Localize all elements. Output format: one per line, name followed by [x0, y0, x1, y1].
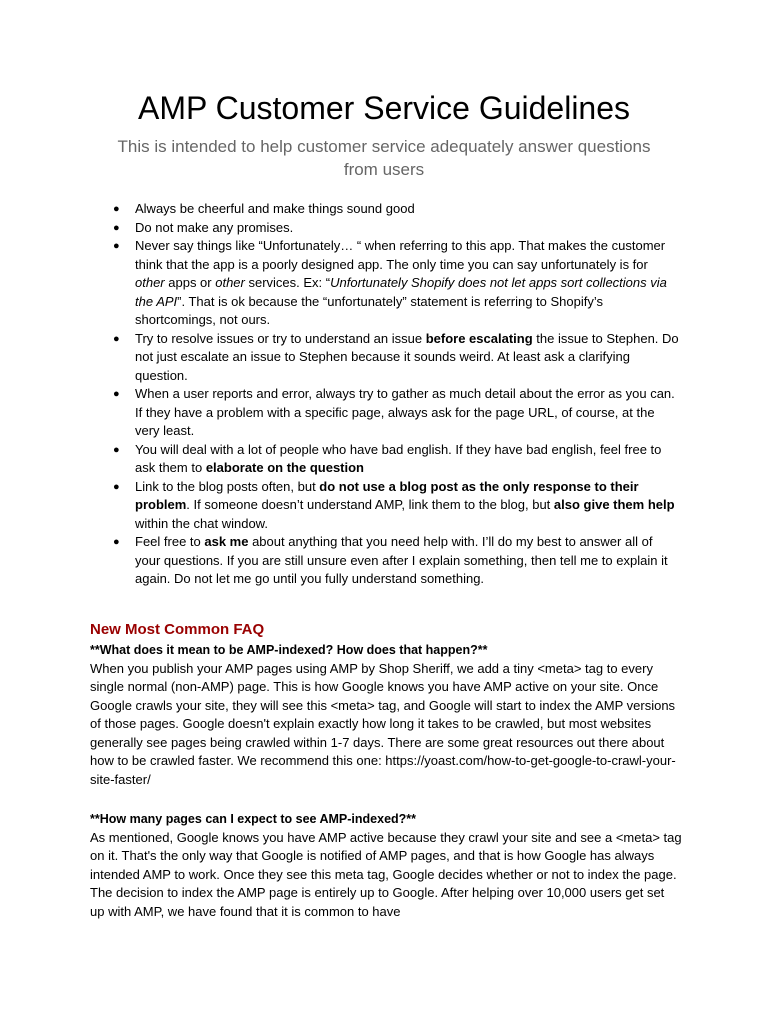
guideline-item: [90, 533, 680, 589]
faq-question: **What does it mean to be AMP-indexed? How does that happen?**: [90, 643, 488, 657]
guideline-text: When a user reports and error, always try to gather as much detail about the error as you can. If they have a problem with a specific page, always ask for the page URL, of course, at the very least.: [135, 386, 675, 438]
guideline-text: within the chat window.: [135, 515, 268, 531]
guideline-text: services. Ex: “: [244, 275, 331, 290]
guideline-text: ”. That is ok because the “unfortunately” statement is referring to Shopify’s shortcomings, not ours.: [135, 293, 604, 327]
bullet-icon: ●: [113, 536, 120, 548]
emphasized-text: other: [215, 275, 245, 290]
bullet-icon: ●: [113, 240, 120, 252]
bullet-icon: ●: [113, 221, 120, 234]
guidelines-list: [90, 200, 680, 589]
emphasized-text: ask me: [204, 534, 249, 549]
guideline-text: about anything that you need help with. I’ll do my best to answer all of your questions. If you are still unsure even after I explain something, then tell me to explain it again. Do not let me go until you fully understand something.: [135, 534, 668, 586]
bullet-icon: ●: [113, 203, 120, 215]
faq-question: **How many pages can I expect to see AMP-indexed?**: [90, 812, 417, 826]
emphasized-text: do not use a blog post as the only response to their problem: [135, 478, 639, 512]
faq-heading: New Most Common FAQ: [90, 621, 265, 638]
guideline-text: Feel free to: [135, 534, 205, 549]
faq-answer: As mentioned, Google knows you have AMP active because they crawl your site and see a <meta> tag on it. That's the only way that Google is notified of AMP pages, and that is how Google has always intended AMP to work. Once they see this meta tag, Google decides whether or not to index the page. The decision to index the AMP page is entirely up to Google. After helping over 10,000 users get set up with AMP, we have found that it is common to have: [90, 829, 682, 919]
faq-item-page-count: [90, 810, 682, 921]
emphasized-text: other: [135, 275, 165, 290]
guideline-text: Link to the blog posts often, but: [135, 478, 320, 494]
bullet-icon: ●: [113, 388, 120, 400]
guideline-item: [90, 219, 680, 238]
guideline-text: the issue to Stephen. Do not just escalate an issue to Stephen because it sounds weird. At least ask a clarifying question.: [135, 330, 679, 383]
guideline-text: You will deal with a lot of people who have bad english. If they have bad english, feel free to ask them to: [135, 441, 662, 475]
guideline-item: [90, 385, 680, 441]
guideline-text: . If someone doesn’t understand AMP, link them to the blog, but: [186, 497, 554, 512]
document-subtitle: This is intended to help customer service adequately answer questions from users: [117, 137, 651, 179]
faq-answer: When you publish your AMP pages using AMP by Shop Sheriff, we add a tiny <meta> tag to every single normal (non-AMP) page. This is how Google knows you have AMP active on your site. Once Google crawls your site, they will see this <meta> tag, and Google will start to index the AMP versions of those pages. Google doesn't explain exactly how long it takes to be crawled, but most websites generally see pages being crawled within 1-7 days. There are some great resources out there about how to be crawled faster. We recommend this one: https://yoast.com/how-to-get-google-to-crawl-your-site-faster/: [90, 660, 676, 787]
bullet-icon: ●: [113, 480, 120, 493]
guideline-text: Try to resolve issues or try to understand an issue: [135, 330, 426, 346]
guideline-item: [90, 200, 680, 219]
faq-item-indexed: [90, 641, 682, 789]
emphasized-text: also give them help: [553, 497, 675, 512]
emphasized-text: elaborate on the question: [205, 460, 364, 475]
bullet-icon: ●: [113, 443, 120, 456]
guideline-item: [90, 330, 680, 386]
bullet-icon: ●: [113, 332, 120, 345]
guideline-text: Always be cheerful and make things sound good: [135, 201, 415, 216]
guideline-text: Do not make any promises.: [135, 219, 294, 235]
guideline-item: [90, 237, 680, 330]
guideline-text: Never say things like “Unfortunately… “ when referring to this app. That makes the customer think that the app is a poorly designed app. The only time you can say unfortunately is for: [135, 238, 666, 272]
emphasized-text: before escalating: [425, 330, 533, 346]
emphasized-text: Unfortunately Shopify does not let apps sort collections via the API: [135, 275, 667, 309]
document-title: AMP Customer Service Guidelines: [137, 90, 631, 126]
guideline-text: apps or: [164, 275, 216, 290]
guideline-item: [90, 441, 680, 478]
guideline-item: [90, 478, 680, 534]
